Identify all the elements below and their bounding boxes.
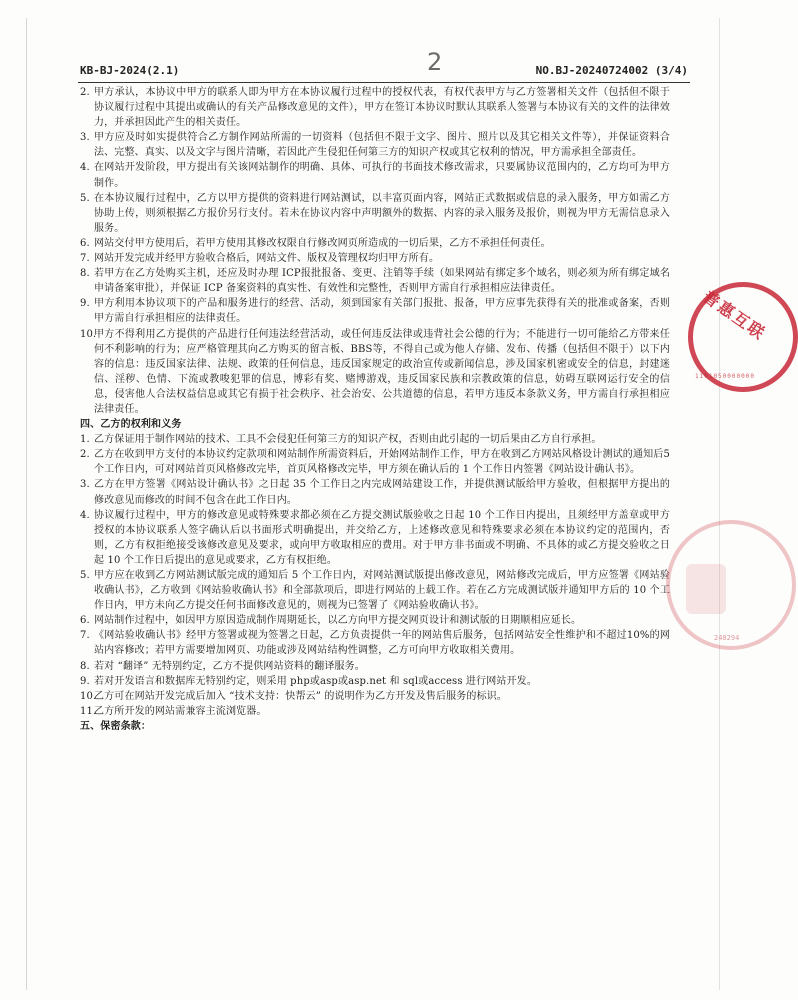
- clause-text: 甲方利用本协议项下的产品和服务进行的经营、活动，须到国家有关部门报批、报备，甲方应事先获得有关的批准或备案，否则甲方需自行承担相应的法律责任。: [94, 298, 670, 325]
- clause-text: 网站开发完成并经甲方验收合格后，网站文件、版权及管理权均归甲方所有。: [94, 253, 440, 265]
- clause-text: 若对 “翻译” 无特别约定，乙方不提供网站资料的翻译服务。: [94, 660, 365, 672]
- clause-number: 10.: [80, 690, 97, 702]
- clause-number: 5.: [80, 192, 90, 204]
- clause-item: [80, 508, 670, 568]
- clause-number: 2.: [80, 449, 90, 461]
- clause-item: [80, 296, 670, 326]
- clause-number: 1.: [80, 434, 90, 446]
- party-b-clauses: [80, 432, 670, 719]
- clause-number: 8.: [80, 268, 90, 280]
- clause-text: 在网站开发阶段，甲方提出有关该网站制作的明确、具体、可执行的书面技术修改需求，只要属协议范围内的，乙方均可为甲方制作。: [94, 162, 670, 189]
- section-four-title: 四、乙方的权利和义务: [80, 419, 182, 431]
- section-five-title: 五、保密条款：: [80, 720, 152, 732]
- clause-item: [80, 568, 670, 613]
- clause-number: 10.: [80, 328, 97, 340]
- header-rule: [78, 82, 690, 83]
- clause-item: [80, 266, 670, 296]
- clause-text: 乙方所开发的网站需兼容主流浏览器。: [94, 705, 267, 717]
- clause-text: 乙方在甲方签署《网站设计确认书》之日起 35 个工作日之内完成网站建设工作，并提供测试版给甲方验收，但根据甲方提出的修改意见而修改的时间不包含在此工作日内。: [94, 479, 670, 506]
- clause-text: 若对开发语言和数据库无特别约定，则采用 php或asp或asp.net 和 sql或access 进行网站开发。: [94, 675, 537, 687]
- seal-code: 1101050000000: [695, 373, 755, 380]
- clause-text: 协议履行过程中，甲方的修改意见或特殊要求都必须在乙方提交测试版验收之日起 10 个工作日内提出，且须经甲方盖章或甲方授权的本协议联系人签字确认后以书面形式明确提出，并交给乙方，上述修改意见和特殊要求必须在本协议约定的范围内，否则，乙方有权拒绝接受该修改意见及要求，或向甲方收取相应的费用。对于甲方非书面或不明确、不具体的或乙方提交验收之日起 10 个工作日后提出的意见或要求，乙方有权拒绝。: [94, 509, 670, 566]
- clause-text: 网站制作过程中，如因甲方原因造成制作周期延长，以乙方向甲方提交网页设计和测试版的日期顺相应延长。: [94, 615, 582, 627]
- clause-number: 5.: [80, 570, 90, 581]
- clause-number: 11.: [80, 705, 97, 717]
- clause-number: 4.: [80, 162, 90, 174]
- clause-number: 6.: [80, 615, 90, 627]
- clause-text: 乙方在收到甲方支付的本协议约定款项和网站制作所需资料后，开始网站制作工作，甲方在收到乙方网站风格设计测试的通知后5个工作日内，可对网站首页风格修改完毕，首页风格修改完毕，甲方须在确认后的 1 个工作日内签署《网站设计确认书》。: [94, 449, 670, 476]
- clause-text: 网站交付甲方使用后，若甲方使用其修改权限自行修改网页所造成的一切后果，乙方不承担任何责任。: [94, 237, 551, 249]
- document-code: KB-BJ-2024(2.1): [80, 64, 180, 77]
- clause-text: 若甲方在乙方处购买主机，还应及时办理 ICP报批报备、变更、注销等手续（如果网站有绑定多个域名，则必须为所有绑定域名申请备案审批），并保证 ICP 备案资料的真实性、有效性和完整性，否则甲方需自行承担相应法律责任。: [94, 268, 670, 295]
- clause-item: [80, 251, 670, 266]
- clause-item: [80, 628, 670, 658]
- clause-item: [80, 160, 670, 190]
- clause-number: 8.: [80, 660, 90, 672]
- clause-text: 在本协议履行过程中，乙方以甲方提供的资料进行网站测试，以丰富页面内容，网站正式数据或信息的录入服务，甲方如需乙方协助上传，则须根据乙方报价另行支付。若未在协议内容中声明额外的数据、内容的录入服务及报价，则视为甲方无需信息录入服务。: [94, 192, 670, 234]
- clause-item: [80, 704, 670, 719]
- clause-number: 3.: [80, 479, 90, 491]
- clause-item: [80, 689, 670, 704]
- clause-number: 7.: [80, 253, 90, 265]
- clause-text: 甲方应在收到乙方网站测试版完成的通知后 5 个工作日内，对网站测试版提出修改意见，网站修改完成后，甲方应签署《网站验收确认书》，乙方收到《网站验收确认书》和全部款项后，即进行网站的上载工作。若在乙方完成测试版并通知甲方后的 10 个工作日内，甲方未向乙方提交任何书面修改意见的，则视为已签署了《网站验收确认书》。: [94, 570, 670, 612]
- clause-text: 乙方可在网站开发完成后加入 “技术支持：快帮云” 的说明作为乙方开发及售后服务的标识。: [94, 690, 508, 702]
- clause-number: 9.: [80, 675, 90, 687]
- clause-item: [80, 236, 670, 251]
- clause-item: [80, 432, 670, 447]
- clause-item: [80, 613, 670, 628]
- contract-body: [80, 85, 670, 734]
- clause-number: 2.: [80, 87, 90, 98]
- clause-item: [80, 85, 670, 130]
- clause-text: 甲方应及时如实提供符合乙方制作网站所需的一切资料（包括但不限于文字、图片、照片以及其它相关文件等），并保证资料合法、完整、真实、以及文字与图片清晰，若因此产生侵犯任何第三方的知识产权或其它权利的情况，甲方需承担全部责任。: [94, 132, 670, 159]
- party-a-clauses: [80, 85, 670, 417]
- seal-text: 普惠互联: [699, 286, 770, 344]
- faint-seal-code: 248294: [714, 634, 740, 642]
- clause-number: 7.: [80, 630, 90, 642]
- document-number: NO.BJ-20240724002 (3/4): [535, 64, 688, 77]
- clause-item: [80, 191, 670, 236]
- clause-text: 乙方保证用于制作网站的技术、工具不会侵犯任何第三方的知识产权，否则由此引起的一切后果由乙方自行承担。: [94, 434, 602, 446]
- clause-number: 3.: [80, 132, 90, 144]
- clause-text: 甲方承认，本协议中甲方的联系人即为甲方在本协议履行过程中的授权代表，有权代表甲方与乙方签署相关文件（包括但不限于协议履行过程中其提出或确认的有关产品修改意见的文件），甲方在签订本协议时默认其联系人签署与本协议有关的文件的法律效力，并承担因此产生的相关责任。: [94, 87, 670, 129]
- clause-item: [80, 327, 670, 418]
- clause-number: 6.: [80, 237, 90, 249]
- clause-text: 甲方不得利用乙方提供的产品进行任何违法经营活动，或任何违反法律或违背社会公德的行为；不能进行一切可能给乙方带来任何不利影响的行为；应严格管理其向乙方购买的留言板、BBS等，不得自己或为他人存储、发布、传播（包括但不限于）以下内容的信息：违反国家法律、法规、政策的任何信息，违反国家规定的政治宣传或新闻信息，涉及国家机密或安全的信息，封建迷信、淫秽、色情、下流或教唆犯罪的信息，博彩有奖、赌博游戏，违反国家民族和宗教政策的信息，妨碍互联网运行安全的信息，侵害他人合法权益信息或其它有损于社会秩序、社会治安、公共道德的信息，若甲方违反本条款义务，甲方需自行承担相应法律责任。: [94, 328, 670, 415]
- clause-number: 4.: [80, 509, 90, 521]
- clause-text: 《网站验收确认书》经甲方签署或视为签署之日起，乙方负责提供一年的网站售后服务，包括网站安全性维护和不超过10%的网站内容修改；若甲方需要增加网页、功能或涉及网站结构性调整，乙方可向甲方收取相关费用。: [94, 630, 670, 657]
- clause-item: [80, 674, 670, 689]
- handwritten-page-mark: 2: [427, 48, 443, 76]
- clause-number: 9.: [80, 298, 90, 310]
- page-header: [80, 48, 688, 84]
- clause-item: [80, 130, 670, 160]
- clause-item: [80, 447, 670, 477]
- clause-item: [80, 477, 670, 507]
- clause-item: [80, 659, 670, 674]
